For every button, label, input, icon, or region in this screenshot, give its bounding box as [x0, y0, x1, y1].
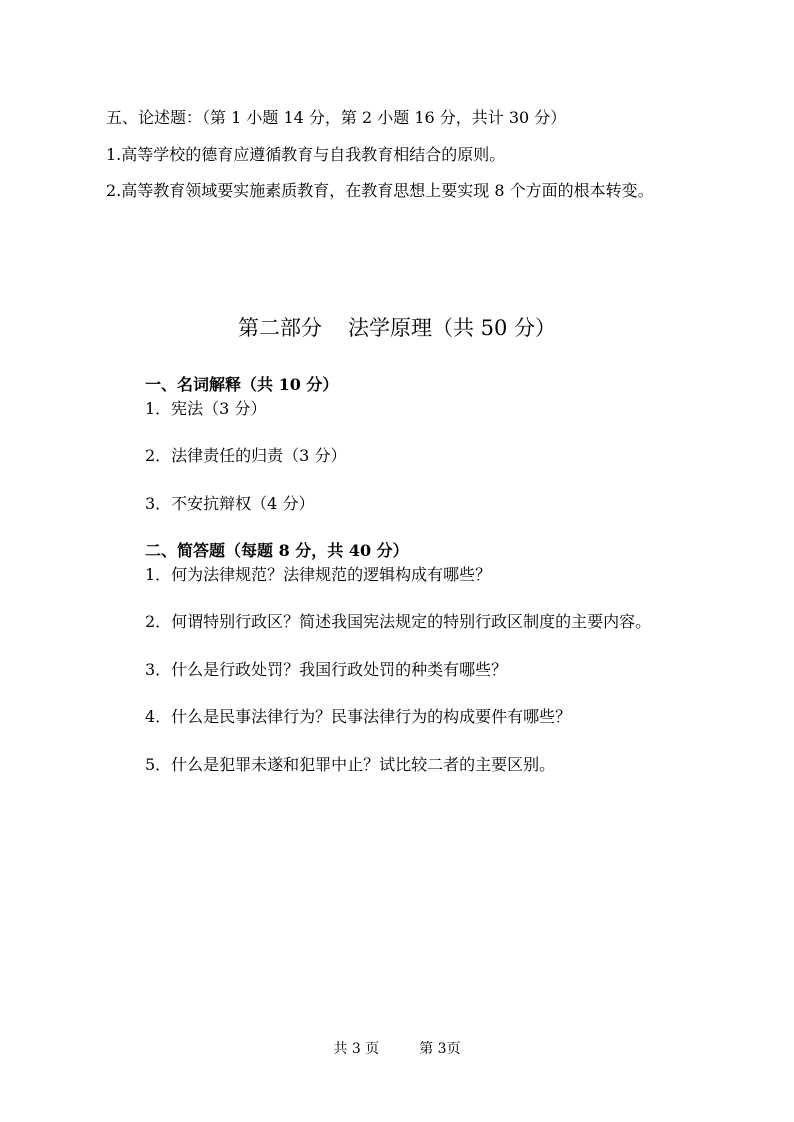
short-answer-question-1: 1．何为法律规范？法律规范的逻辑构成有哪些？ — [145, 565, 492, 584]
footer-total-pages: 共 3 页 — [333, 1041, 380, 1057]
footer-current-page: 第 3页 — [419, 1041, 461, 1057]
essay-question-1: 1.高等学校的德育应遵循教育与自我教育相结合的原则。 — [106, 145, 506, 164]
part-two-label: 第二部分 — [237, 316, 322, 340]
term-item-3: 3．不安抗辩权（4 分） — [145, 494, 315, 513]
page-footer — [0, 1040, 794, 1058]
short-answer-question-4: 4．什么是民事法律行为？民事法律行为的构成要件有哪些？ — [145, 707, 572, 726]
short-answer-question-3: 3．什么是行政处罚？我国行政处罚的种类有哪些？ — [145, 660, 508, 679]
short-answer-question-5: 5．什么是犯罪未遂和犯罪中止？试比较二者的主要区别。 — [145, 755, 556, 774]
term-item-1: 1．宪法（3 分） — [145, 399, 267, 418]
short-answer-question-2: 2．何谓特别行政区？简述我国宪法规定的特别行政区制度的主要内容。 — [145, 612, 652, 631]
term-item-2: 2．法律责任的归责（3 分） — [145, 446, 347, 465]
short-answer-section-heading: 二、简答题（每题 8 分，共 40 分） — [145, 541, 409, 560]
terms-section-heading: 一、名词解释（共 10 分） — [145, 375, 339, 394]
essay-section-heading: 五、论述题：（第 1 小题 14 分，第 2 小题 16 分，共计 30 分） — [106, 108, 567, 127]
part-two-title — [0, 315, 794, 341]
part-two-subject: 法学原理（共 50 分） — [347, 316, 557, 340]
essay-question-2: 2.高等教育领域要实施素质教育，在教育思想上要实现 8 个方面的根本转变。 — [106, 181, 654, 200]
